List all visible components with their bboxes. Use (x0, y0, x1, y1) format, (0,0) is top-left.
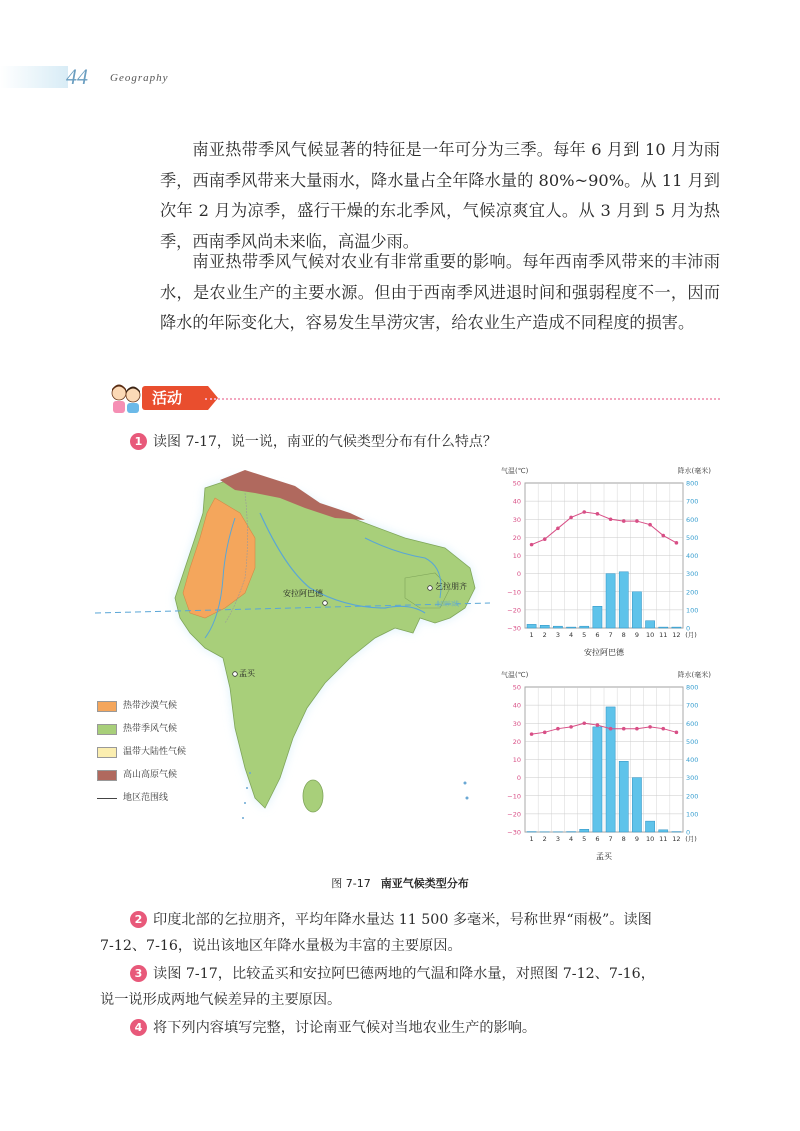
paragraph-1: 南亚热带季风气候显著的特征是一年可分为三季。每年 6 月到 10 月为雨季，西南季风带来大量雨水，降水量占全年降水量的 80%~90%。从 11 月到次年 2 月为凉季，盛行干燥的东北季风，气候凉爽宜人。从 3 月到 5 月为热季，西南季风尚未来临，高温少雨。 (160, 140, 720, 251)
temp-point (675, 541, 679, 545)
xtick-label: 3 (555, 835, 560, 843)
figure-number: 图 7-17 (331, 877, 371, 890)
legend-label: 地区范围线 (123, 793, 169, 803)
xtick-label: 8 (621, 835, 626, 843)
xtick-label: 8 (621, 631, 626, 639)
precip-bar (619, 761, 628, 832)
ylabel-left: 气温(℃) (501, 671, 529, 679)
xtick-label: 6 (595, 835, 600, 843)
xtick-label: 9 (634, 631, 639, 639)
city-dot-cherrapunji (428, 586, 433, 591)
ytick-left: 50 (512, 683, 521, 692)
question-2-cont: 7-12、7-16，说出该地区年降水量极为丰富的主要原因。 (100, 938, 462, 954)
temp-point (543, 537, 547, 541)
ytick-right: 200 (686, 588, 699, 597)
climate-chart-allahabad (497, 463, 717, 663)
question-3 (130, 962, 730, 986)
ytick-right: 300 (686, 570, 699, 579)
xtick-label: 1 (529, 835, 534, 843)
precip-bar (567, 627, 576, 628)
ytick-right: 100 (686, 606, 699, 615)
ytick-left: −10 (507, 792, 521, 801)
temp-point (661, 727, 665, 731)
ytick-right: 800 (686, 683, 699, 692)
question-4 (130, 1016, 730, 1040)
ytick-right: 200 (686, 792, 699, 801)
precip-bar (659, 627, 668, 628)
precip-bar (540, 625, 549, 628)
legend-swatch (97, 770, 117, 781)
temp-point (530, 732, 534, 736)
xtick-label: 9 (634, 835, 639, 843)
header-band (0, 66, 68, 88)
activity-badge: 活动 (142, 386, 208, 410)
xtick-label: 5 (582, 835, 587, 843)
temp-point (556, 527, 560, 531)
xtick-label: 12 (672, 631, 681, 639)
xlabel: (月) (685, 631, 697, 639)
precip-bar (593, 606, 602, 628)
temp-point (569, 516, 573, 520)
question-4-text: 将下列内容填写完整，讨论南亚气候对当地农业生产的影响。 (153, 1020, 537, 1036)
xtick-label: 11 (659, 835, 668, 843)
ylabel-left: 气温(℃) (501, 467, 529, 475)
temp-point (569, 725, 573, 729)
temp-point (543, 731, 547, 735)
legend-item (97, 769, 237, 783)
ytick-right: 700 (686, 701, 699, 710)
temp-point (530, 543, 534, 547)
xtick-label: 10 (645, 835, 655, 843)
ytick-right: 400 (686, 756, 699, 764)
city-label-allahabad: 安拉阿巴德 (283, 589, 323, 598)
question-1-text: 读图 7-17，说一说，南亚的气候类型分布有什么特点？ (153, 434, 497, 450)
ytick-right: 0 (686, 624, 691, 633)
temp-point (582, 510, 586, 514)
legend-swatch (97, 701, 117, 712)
temp-point (648, 725, 652, 729)
paragraph-2: 南亚热带季风气候对农业有非常重要的影响。每年西南季风带来的丰沛雨水，是农业生产的主要水源。但由于西南季风进退时间和强弱程度不一，因而降水的年际变化大，容易发生旱涝灾害，给农业生产造成不同程度的损害。 (160, 252, 720, 332)
ytick-left: −10 (507, 588, 521, 597)
legend-item (97, 792, 237, 806)
ytick-right: 600 (686, 515, 699, 524)
question-number-3: 3 (130, 965, 147, 982)
ytick-left: 0 (516, 774, 521, 783)
ytick-right: 300 (686, 774, 699, 783)
precip-bar (632, 592, 641, 628)
figure-title: 南亚气候类型分布 (380, 877, 469, 890)
xtick-label: 5 (582, 631, 587, 639)
city-label-cherrapunji: 乞拉朋齐 (435, 582, 467, 591)
precip-bar (553, 626, 562, 628)
temp-point (582, 721, 586, 725)
ytick-left: 0 (516, 570, 521, 579)
temp-point (661, 534, 665, 538)
activity-dotted-line (205, 398, 720, 400)
ytick-left: 30 (512, 719, 521, 728)
xtick-label: 6 (595, 631, 600, 639)
precip-bar (672, 627, 681, 628)
precip-bar (646, 621, 655, 628)
ytick-right: 700 (686, 497, 699, 506)
precip-bar (632, 778, 641, 832)
city-dot-mumbai (233, 672, 238, 677)
question-number-4: 4 (130, 1019, 147, 1036)
legend-label: 高山高原气候 (123, 770, 178, 780)
xtick-label: 1 (529, 631, 534, 639)
legend-swatch (97, 747, 117, 758)
header-subject: Geography (110, 72, 169, 84)
xtick-label: 7 (608, 631, 613, 639)
ytick-right: 100 (686, 810, 699, 819)
ytick-left: 10 (512, 756, 521, 764)
ytick-left: 40 (512, 701, 521, 710)
question-number-1: 1 (130, 433, 147, 450)
xtick-label: 12 (672, 835, 681, 843)
ytick-right: 500 (686, 737, 699, 746)
legend-item (97, 700, 237, 714)
chart-title: 孟买 (596, 852, 612, 861)
temp-point (596, 723, 600, 727)
legend-item (97, 746, 237, 760)
ytick-right: 400 (686, 552, 699, 560)
temp-point (609, 727, 613, 731)
precip-bar (606, 574, 615, 628)
precip-bar (606, 707, 615, 832)
sri-lanka (303, 780, 323, 812)
ytick-left: 50 (512, 479, 521, 488)
ytick-right: 500 (686, 533, 699, 542)
legend-label: 温带大陆性气候 (123, 747, 187, 757)
xtick-label: 7 (608, 835, 613, 843)
city-label-mumbai: 孟买 (239, 669, 255, 678)
legend-swatch (97, 724, 117, 735)
city-dot-allahabad (323, 601, 328, 606)
ytick-right: 800 (686, 479, 699, 488)
legend-label: 热带季风气候 (123, 724, 178, 734)
ylabel-right: 降水(毫米) (677, 671, 711, 679)
ytick-right: 600 (686, 719, 699, 728)
precip-bar (646, 821, 655, 832)
temp-point (675, 731, 679, 735)
question-2-line1: 印度北部的乞拉朋齐，平均年降水量达 11 500 多毫米，号称世界“雨极”。读图 (153, 912, 652, 928)
precip-bar (593, 727, 602, 832)
ytick-left: 40 (512, 497, 521, 506)
question-3-cont: 说一说形成两地气候差异的主要原因。 (100, 992, 342, 1008)
temp-point (609, 517, 613, 521)
ytick-left: 10 (512, 552, 521, 560)
temp-point (596, 512, 600, 516)
ytick-left: −20 (507, 606, 521, 615)
temp-point (635, 727, 639, 731)
temp-point (648, 523, 652, 527)
ytick-left: 20 (512, 737, 521, 746)
page-number: 44 (66, 64, 88, 89)
ytick-left: 30 (512, 515, 521, 524)
xtick-label: 11 (659, 631, 668, 639)
temp-point (622, 727, 626, 731)
precip-bar (580, 626, 589, 628)
question-number-2: 2 (130, 911, 147, 928)
question-2 (130, 908, 730, 932)
xtick-label: 2 (542, 835, 547, 843)
xlabel: (月) (685, 835, 697, 843)
temp-point (622, 519, 626, 523)
ytick-right: 0 (686, 828, 691, 837)
chart-title: 安拉阿巴德 (584, 648, 624, 657)
precip-bar (619, 572, 628, 628)
kids-icon (108, 382, 144, 414)
climate-chart-mumbai (497, 667, 717, 867)
precip-bar (580, 829, 589, 832)
temp-point (556, 727, 560, 731)
temp-point (635, 519, 639, 523)
legend-line (97, 798, 117, 799)
ytick-left: 20 (512, 533, 521, 542)
precip-bar (527, 624, 536, 628)
tropic-label: 北回归线 (435, 601, 460, 608)
xtick-label: 10 (645, 631, 655, 639)
ytick-left: −30 (507, 828, 521, 837)
ytick-left: −30 (507, 624, 521, 633)
ylabel-right: 降水(毫米) (677, 467, 711, 475)
question-3-line1: 读图 7-17，比较孟买和安拉阿巴德两地的气温和降水量，对照图 7-12、7-16， (153, 966, 655, 982)
xtick-label: 4 (569, 835, 574, 843)
figure-caption (0, 875, 800, 891)
xtick-label: 3 (555, 631, 560, 639)
precip-bar (659, 830, 668, 832)
legend-label: 热带沙漠气候 (123, 701, 178, 711)
question-1 (130, 430, 730, 454)
xtick-label: 2 (542, 631, 547, 639)
legend-item (97, 723, 237, 737)
xtick-label: 4 (569, 631, 574, 639)
ytick-left: −20 (507, 810, 521, 819)
